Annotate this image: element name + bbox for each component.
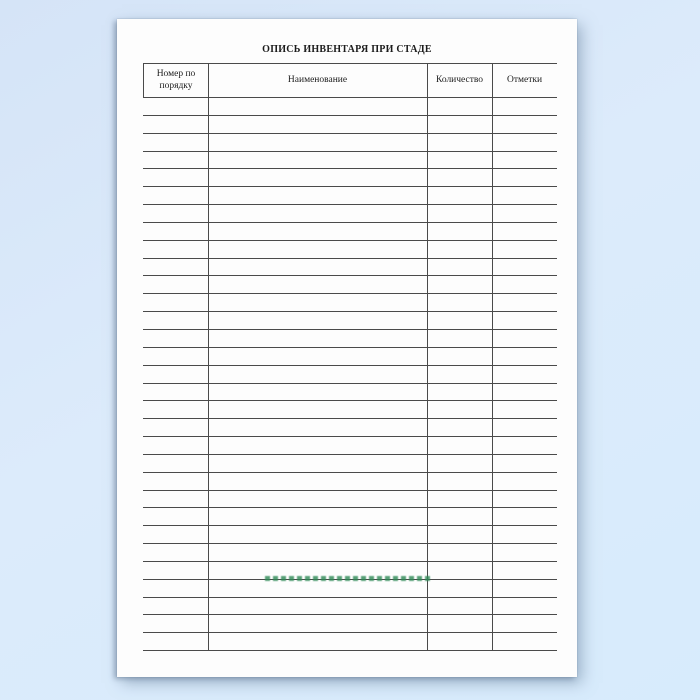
- table-row: [143, 330, 557, 348]
- table-row: [143, 366, 557, 384]
- watermark-green-dashes: [265, 576, 432, 581]
- table-row: [143, 259, 557, 277]
- table-row: [143, 241, 557, 259]
- table-row: [143, 598, 557, 616]
- column-divider-1: [208, 63, 209, 651]
- table-row: [143, 223, 557, 241]
- column-header-marks: Отметки: [506, 74, 543, 85]
- table-row: [143, 116, 557, 134]
- table-row: [143, 526, 557, 544]
- table-row: [143, 437, 557, 455]
- table-row: [143, 152, 557, 170]
- table-row: [143, 473, 557, 491]
- table-row: [143, 491, 557, 509]
- column-divider-2: [427, 63, 428, 651]
- table-row: [143, 633, 557, 651]
- table-row: [143, 544, 557, 562]
- table-row: [143, 401, 557, 419]
- table-row: [143, 508, 557, 526]
- column-header-number: Номер по порядку: [156, 69, 196, 91]
- scanned-form-page: [117, 19, 577, 677]
- table-row: [143, 134, 557, 152]
- table-row: [143, 455, 557, 473]
- column-header-quantity: Количество: [435, 74, 484, 85]
- form-title: ОПИСЬ ИНВЕНТАРЯ ПРИ СТАДЕ: [262, 44, 432, 55]
- table-row: [143, 384, 557, 402]
- table-row: [143, 615, 557, 633]
- table-body: [143, 98, 557, 651]
- column-header-name: Наименование: [287, 74, 348, 85]
- table-row: [143, 169, 557, 187]
- inventory-table: [143, 63, 557, 651]
- table-row: [143, 348, 557, 366]
- table-row: [143, 205, 557, 223]
- table-header-row: [143, 63, 557, 98]
- table-row: [143, 294, 557, 312]
- table-row: [143, 187, 557, 205]
- column-divider-3: [492, 63, 493, 651]
- table-row: [143, 312, 557, 330]
- table-row: [143, 580, 557, 598]
- table-row: [143, 276, 557, 294]
- table-row: [143, 98, 557, 116]
- table-row: [143, 419, 557, 437]
